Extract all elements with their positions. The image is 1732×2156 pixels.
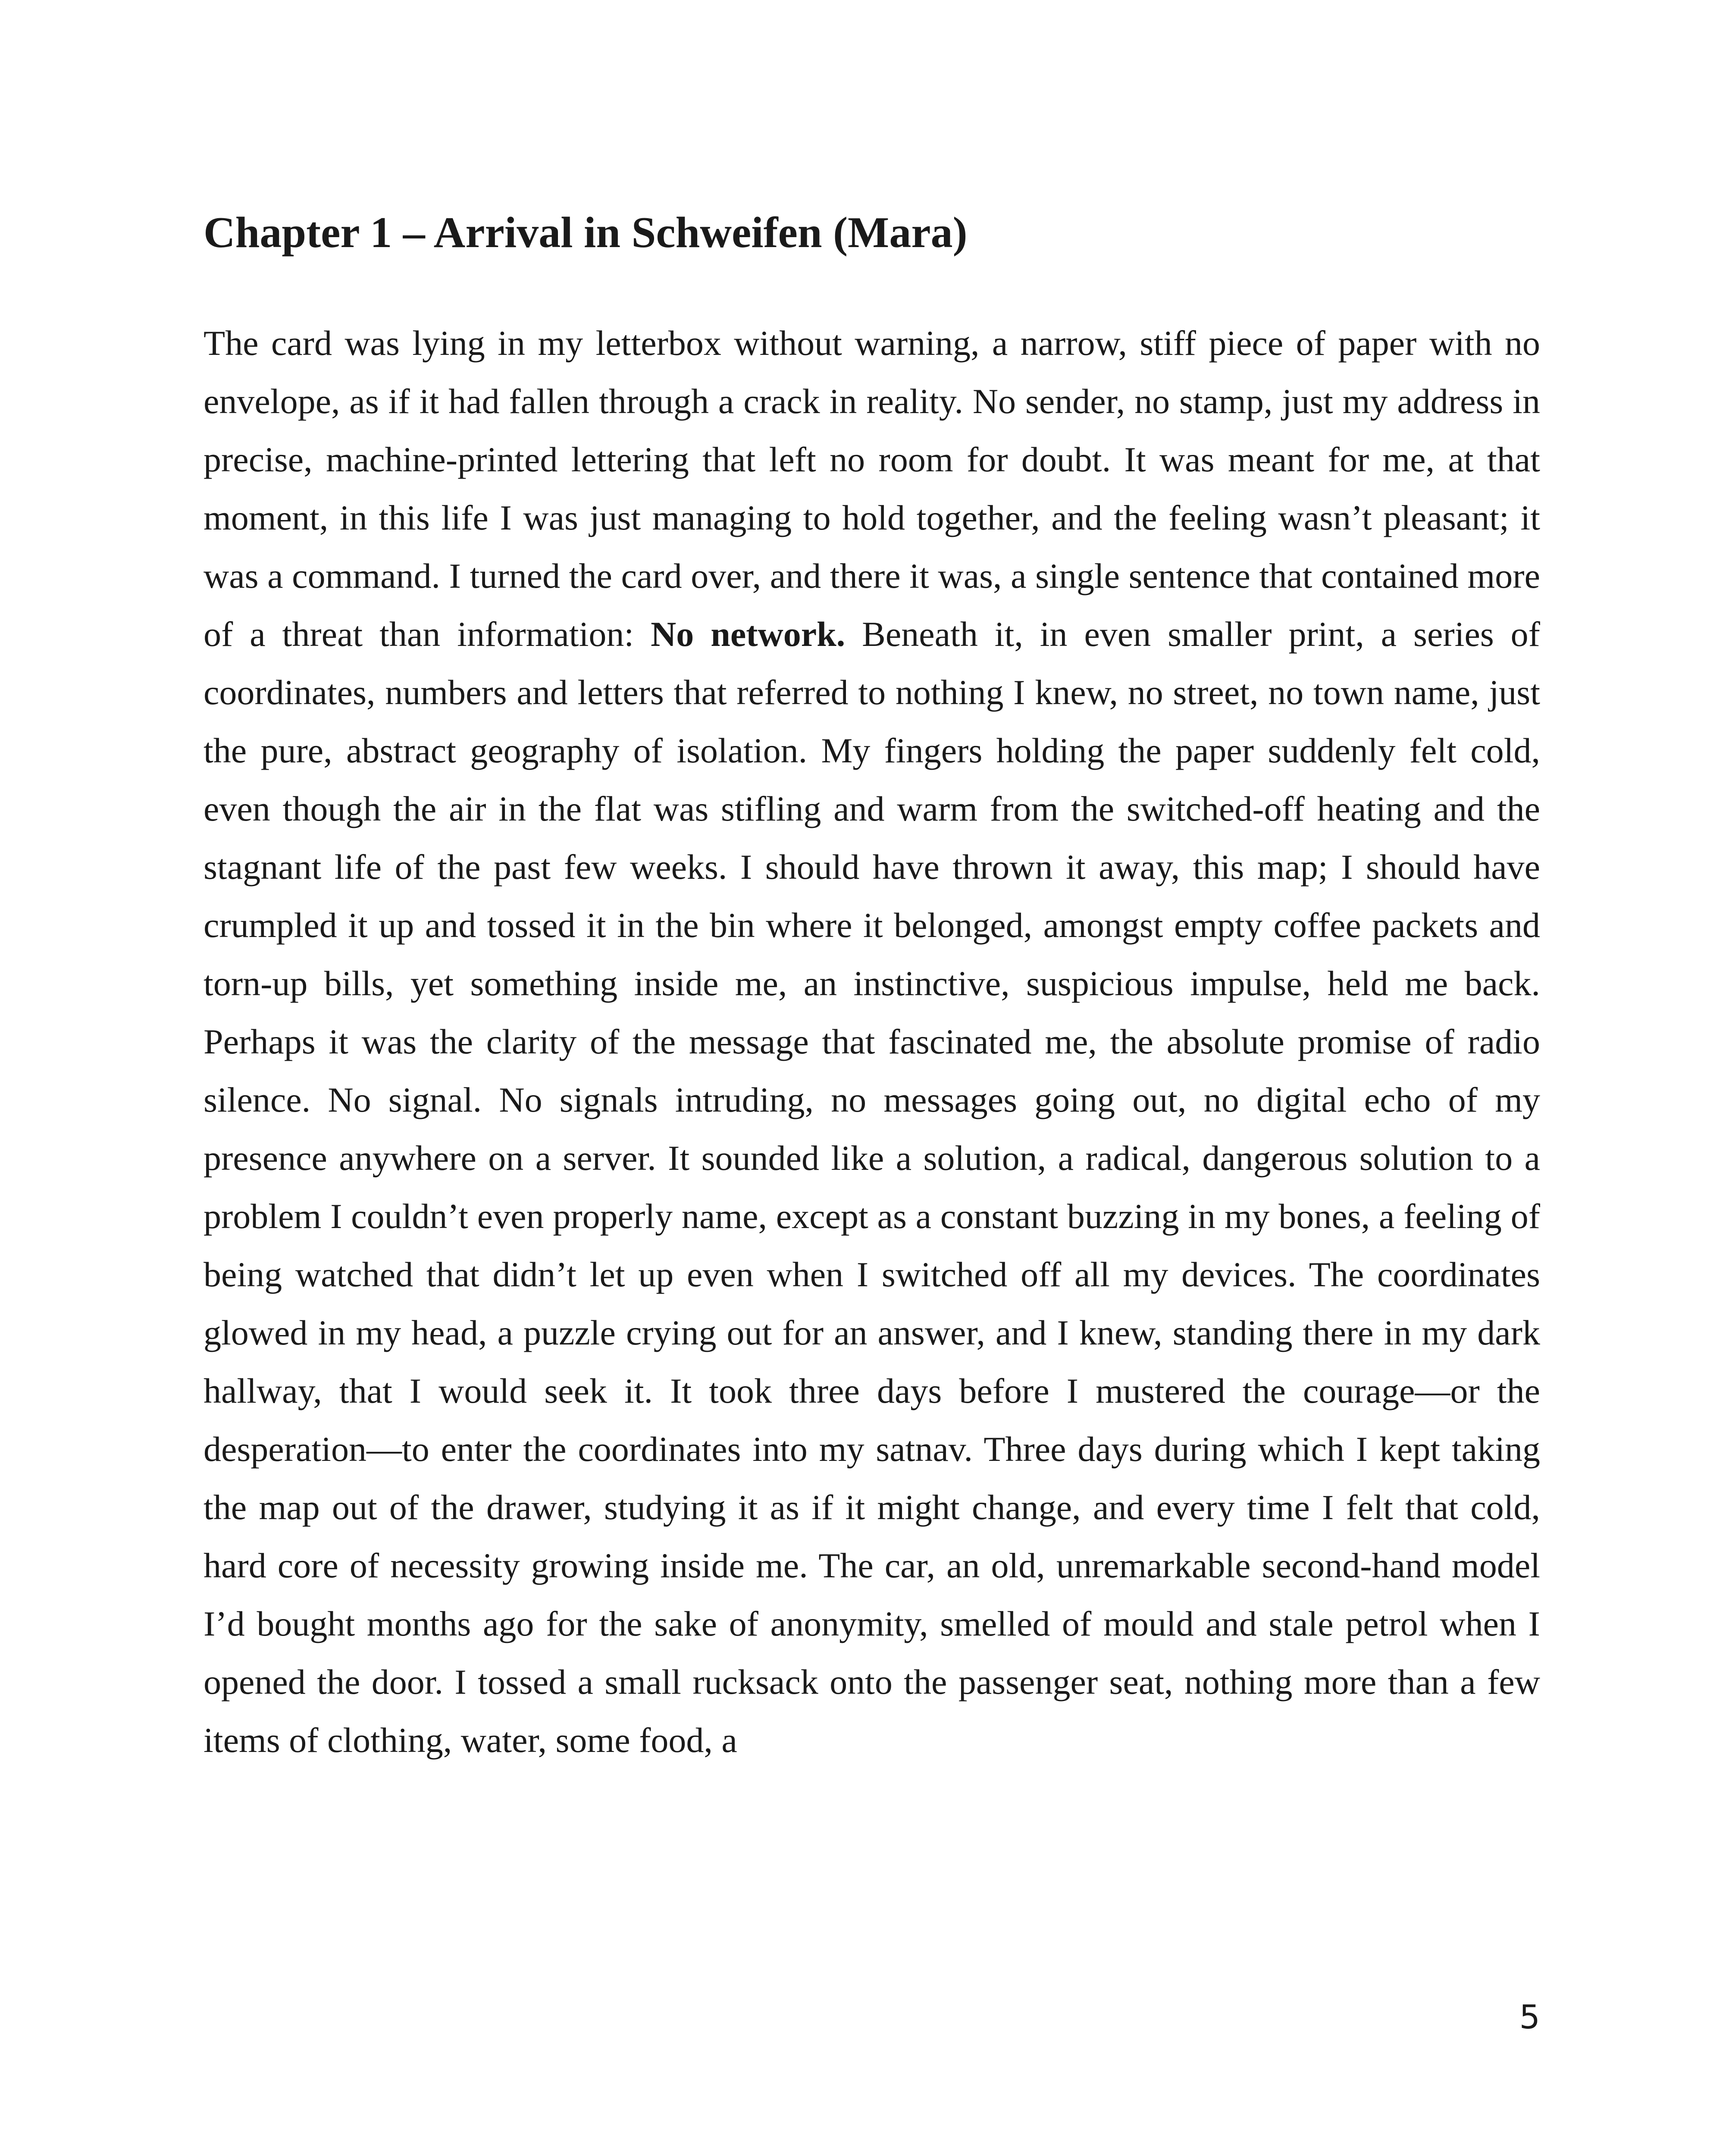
bold-phrase: No network. — [651, 614, 846, 654]
chapter-title: Chapter 1 – Arrival in Schweifen (Mara) — [204, 208, 968, 257]
page-number: 5 — [1519, 1998, 1540, 2036]
body-text-after-bold: Beneath it, in even smaller print, a series of coordinates, numbers and letters that referred to nothing I knew, no street, no town name, just the pure, abstract geography of isolation. My fingers holding the paper suddenly felt cold, even though the air in the flat was stifling and warm from the switched-off heating and the stagnant life of the past few weeks. I should have thrown it away, this map; I should have crumpled it up and tossed it in the bin where it belonged, amongst empty coffee packets and torn-up bills, yet something inside me, an instinctive, suspicious impulse, held me back. Perhaps it was the clarity of the message that fascinated me, the absolute promise of radio silence. No signal. No signals intruding, no messages going out, no digital echo of my presence anywhere on a server. It sounded like a solution, a radical, dangerous solution to a problem I couldn’t even properly name, except as a constant buzzing in my bones, a feeling of being watched that didn’t let up even when I switched off all my devices. The coordinates glowed in my head, a puzzle crying out for an answer, and I knew, standing there in my dark hallway, that I would seek it. It took three days before I mustered the courage—or the desperation—to enter the coordinates into my satnav. Three days during which I kept taking the map out of the drawer, studying it as if it might change, and every time I felt that cold, hard core of necessity growing inside me. The car, an old, unremarkable second-hand model I’d bought months ago for the sake of anonymity, smelled of mould and stale petrol when I opened the door. I tossed a small rucksack onto the passenger seat, nothing more than a few items of clothing, water, some food, a — [204, 614, 1540, 1760]
body-text-before-bold: The card was lying in my letterbox without warning, a narrow, stiff piece of paper with no envelope, as if it had fallen through a crack in reality. No sender, no stamp, just my address in precise, machine-printed lettering that left no room for doubt. It was meant for me, at that moment, in this life I was just managing to hold together, and the feeling wasn’t pleasant; it was a command. I turned the card over, and there it was, a single sentence that contained more of a threat than information: — [204, 323, 1540, 654]
body-paragraph — [204, 314, 1540, 1944]
